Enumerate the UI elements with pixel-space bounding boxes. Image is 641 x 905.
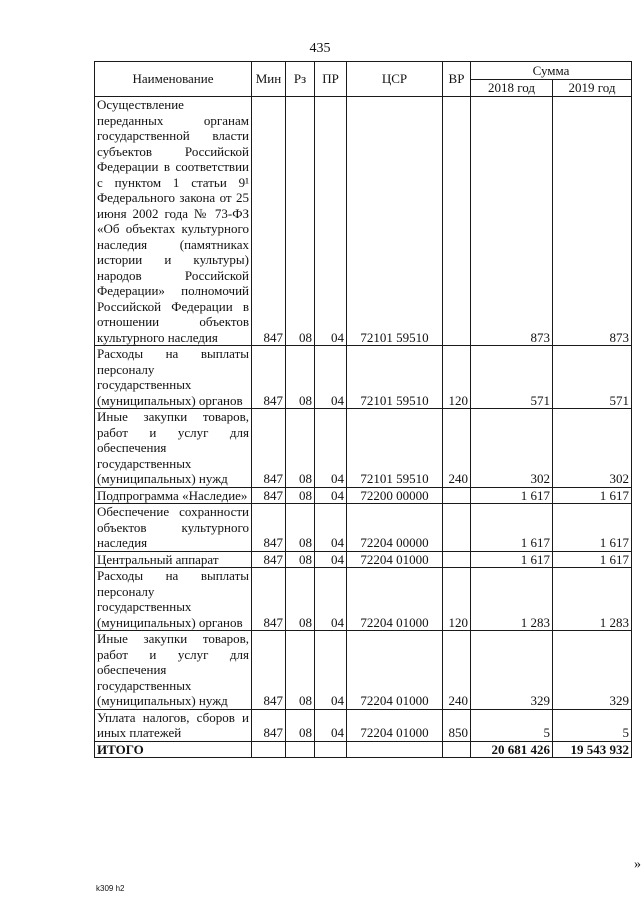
total-empty-cell — [443, 741, 471, 758]
row-csr: 72101 59510 — [347, 97, 443, 346]
row-vr: 120 — [443, 346, 471, 409]
row-sum-2019: 571 — [553, 346, 632, 409]
row-min: 847 — [252, 504, 286, 552]
row-sum-2019: 873 — [553, 97, 632, 346]
row-vr: 120 — [443, 568, 471, 631]
row-name: Обеспечение сохранности объектов культурного наследия — [95, 504, 252, 552]
table-header-row — [95, 62, 632, 80]
row-pr: 04 — [315, 504, 347, 552]
header-vr: ВР — [443, 62, 471, 97]
row-vr — [443, 97, 471, 346]
row-vr: 850 — [443, 709, 471, 741]
row-csr: 72200 00000 — [347, 487, 443, 504]
row-csr: 72204 01000 — [347, 551, 443, 568]
header-rz: Рз — [286, 62, 315, 97]
table-row — [95, 631, 632, 710]
row-pr: 04 — [315, 709, 347, 741]
row-pr: 04 — [315, 346, 347, 409]
row-sum-2018: 329 — [471, 631, 553, 710]
row-name: Осуществление переданных органам государственной власти субъектов Российской Федерации в соответствии с пунктом 1 статьи 9¹ Федерального закона от 25 июня 2002 года № 73-ФЗ «Об объектах культурного наследия (памятниках истории и культуры) народов Российской Федерации» полномочий Российской Федерации в отношении объектов культурного наследия — [95, 97, 252, 346]
total-empty-cell — [286, 741, 315, 758]
row-sum-2019: 5 — [553, 709, 632, 741]
page-number: 435 — [309, 41, 331, 56]
row-min: 847 — [252, 346, 286, 409]
table-body — [95, 97, 632, 742]
table-row — [95, 504, 632, 552]
header-year-2018: 2018 год — [471, 79, 553, 97]
row-csr: 72204 01000 — [347, 631, 443, 710]
budget-table — [94, 61, 632, 758]
row-min: 847 — [252, 631, 286, 710]
header-name: Наименование — [95, 62, 252, 97]
row-pr: 04 — [315, 97, 347, 346]
total-empty-cell — [252, 741, 286, 758]
row-name: Уплата налогов, сборов и иных платежей — [95, 709, 252, 741]
row-pr: 04 — [315, 551, 347, 568]
row-min: 847 — [252, 568, 286, 631]
total-empty-cell — [315, 741, 347, 758]
total-row — [95, 741, 632, 758]
row-min: 847 — [252, 709, 286, 741]
row-rz: 08 — [286, 97, 315, 346]
row-sum-2018: 5 — [471, 709, 553, 741]
row-rz: 08 — [286, 504, 315, 552]
table-row — [95, 568, 632, 631]
row-pr: 04 — [315, 631, 347, 710]
row-pr: 04 — [315, 568, 347, 631]
header-sum: Сумма — [471, 62, 632, 80]
row-vr — [443, 551, 471, 568]
row-pr: 04 — [315, 487, 347, 504]
table-row — [95, 551, 632, 568]
row-sum-2018: 302 — [471, 409, 553, 488]
row-sum-2018: 873 — [471, 97, 553, 346]
row-name: Расходы на выплаты персоналу государственных (муниципальных) органов — [95, 568, 252, 631]
row-name: Центральный аппарат — [95, 551, 252, 568]
row-vr — [443, 487, 471, 504]
row-csr: 72204 00000 — [347, 504, 443, 552]
row-sum-2019: 1 283 — [553, 568, 632, 631]
row-sum-2018: 571 — [471, 346, 553, 409]
header-min: Мин — [252, 62, 286, 97]
row-sum-2019: 1 617 — [553, 504, 632, 552]
table-row — [95, 97, 632, 346]
total-2018: 20 681 426 — [471, 741, 553, 758]
row-csr: 72204 01000 — [347, 568, 443, 631]
row-rz: 08 — [286, 709, 315, 741]
row-sum-2018: 1 617 — [471, 504, 553, 552]
row-pr: 04 — [315, 409, 347, 488]
row-min: 847 — [252, 487, 286, 504]
total-2019: 19 543 932 — [553, 741, 632, 758]
table-row — [95, 487, 632, 504]
row-sum-2019: 329 — [553, 631, 632, 710]
row-name: Подпрограмма «Наследие» — [95, 487, 252, 504]
row-csr: 72204 01000 — [347, 709, 443, 741]
row-min: 847 — [252, 551, 286, 568]
row-sum-2019: 1 617 — [553, 487, 632, 504]
header-pr: ПР — [315, 62, 347, 97]
row-csr: 72101 59510 — [347, 409, 443, 488]
header-year-2019: 2019 год — [553, 79, 632, 97]
row-name: Иные закупки товаров, работ и услуг для обеспечения государственных (муниципальных) нужд — [95, 409, 252, 488]
row-sum-2018: 1 617 — [471, 551, 553, 568]
row-sum-2018: 1 617 — [471, 487, 553, 504]
table-row — [95, 709, 632, 741]
footer-code: k309 h2 — [96, 884, 125, 893]
total-empty-cell — [347, 741, 443, 758]
header-csr: ЦСР — [347, 62, 443, 97]
row-rz: 08 — [286, 568, 315, 631]
row-name: Расходы на выплаты персоналу государственных (муниципальных) органов — [95, 346, 252, 409]
row-min: 847 — [252, 409, 286, 488]
table-row — [95, 409, 632, 488]
row-sum-2018: 1 283 — [471, 568, 553, 631]
row-vr — [443, 504, 471, 552]
row-csr: 72101 59510 — [347, 346, 443, 409]
row-rz: 08 — [286, 346, 315, 409]
row-min: 847 — [252, 97, 286, 346]
row-rz: 08 — [286, 487, 315, 504]
row-vr: 240 — [443, 409, 471, 488]
closing-quote: » — [634, 857, 641, 872]
row-sum-2019: 1 617 — [553, 551, 632, 568]
row-name: Иные закупки товаров, работ и услуг для обеспечения государственных (муниципальных) нужд — [95, 631, 252, 710]
row-sum-2019: 302 — [553, 409, 632, 488]
table-row — [95, 346, 632, 409]
total-label: ИТОГО — [95, 741, 252, 758]
row-rz: 08 — [286, 409, 315, 488]
row-rz: 08 — [286, 631, 315, 710]
row-vr: 240 — [443, 631, 471, 710]
row-rz: 08 — [286, 551, 315, 568]
